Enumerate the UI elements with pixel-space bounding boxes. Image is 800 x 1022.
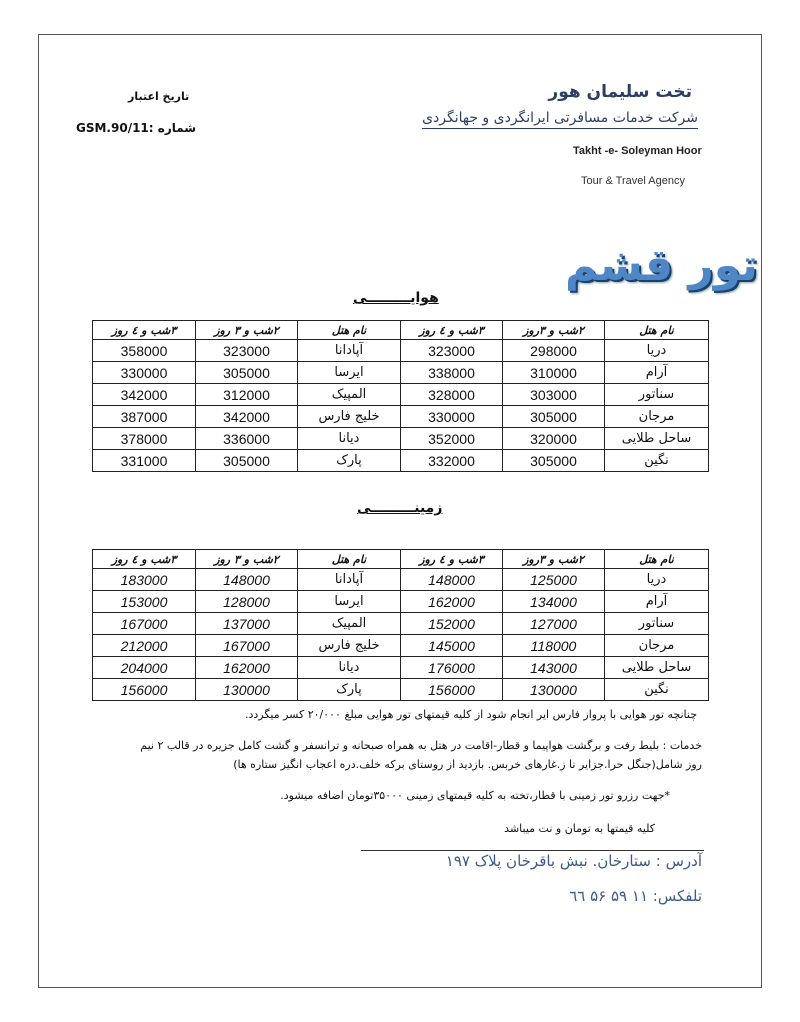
hotel-name: المپیک bbox=[298, 384, 401, 406]
hotel-name: المپیک bbox=[298, 613, 401, 635]
footer-divider bbox=[361, 850, 704, 851]
price-cell: 342000 bbox=[93, 384, 196, 406]
air-section-title: هوایـــــــــی bbox=[353, 290, 439, 306]
price-cell: 153000 bbox=[93, 591, 196, 613]
column-header: نام هتل bbox=[605, 321, 709, 340]
hotel-name: آپادانا bbox=[298, 340, 401, 362]
price-cell: 305000 bbox=[503, 406, 605, 428]
price-cell: 338000 bbox=[401, 362, 503, 384]
company-description-en: Tour & Travel Agency bbox=[581, 175, 685, 187]
price-cell: 298000 bbox=[503, 340, 605, 362]
price-cell: 331000 bbox=[93, 450, 196, 472]
company-name-en: Takht -e- Soleyman Hoor bbox=[573, 145, 702, 157]
price-cell: 176000 bbox=[401, 657, 503, 679]
column-header: ۲شب و ۳روز bbox=[503, 550, 605, 569]
hotel-name: خلیج فارس bbox=[298, 406, 401, 428]
table-row bbox=[93, 679, 709, 701]
column-header: ۲شب و ۳ روز bbox=[196, 321, 298, 340]
hotel-name: دیانا bbox=[298, 657, 401, 679]
land-section-title: زمینـــــــــی bbox=[357, 500, 443, 516]
table-header-row bbox=[93, 321, 709, 340]
services-note: خدمات : بلیط رفت و برگشت هواپیما و قطار-اقامت در هتل به همراه صبحانه و ترانسفر و گشت کامل جزیره در قالب ۲ نیم bbox=[140, 739, 702, 752]
column-header: نام هتل bbox=[298, 321, 401, 340]
price-cell: 312000 bbox=[196, 384, 298, 406]
column-header: ۲شب و ۳ روز bbox=[196, 550, 298, 569]
price-cell: 305000 bbox=[196, 362, 298, 384]
price-cell: 328000 bbox=[401, 384, 503, 406]
price-cell: 204000 bbox=[93, 657, 196, 679]
price-cell: 305000 bbox=[196, 450, 298, 472]
table-header-row bbox=[93, 550, 709, 569]
price-cell: 143000 bbox=[503, 657, 605, 679]
price-cell: 130000 bbox=[503, 679, 605, 701]
table-row bbox=[93, 384, 709, 406]
price-cell: 125000 bbox=[503, 569, 605, 591]
price-cell: 305000 bbox=[503, 450, 605, 472]
price-cell: 148000 bbox=[196, 569, 298, 591]
price-cell: 323000 bbox=[401, 340, 503, 362]
price-cell: 310000 bbox=[503, 362, 605, 384]
price-cell: 156000 bbox=[401, 679, 503, 701]
hotel-name: مرجان bbox=[605, 635, 709, 657]
hotel-name: سناتور bbox=[605, 613, 709, 635]
hotel-name: نگین bbox=[605, 450, 709, 472]
table-row bbox=[93, 362, 709, 384]
column-header: ۳شب و ٤ روز bbox=[401, 321, 503, 340]
validity-date-label: تاریخ اعتبار bbox=[128, 90, 190, 103]
price-cell: 342000 bbox=[196, 406, 298, 428]
price-cell: 137000 bbox=[196, 613, 298, 635]
price-cell: 128000 bbox=[196, 591, 298, 613]
price-cell: 320000 bbox=[503, 428, 605, 450]
price-cell: 323000 bbox=[196, 340, 298, 362]
table-row bbox=[93, 613, 709, 635]
train-surcharge-note: *جهت رزرو تور زمینی با قطار،تخته به کلیه قیمتهای زمینی ۳۵۰۰۰تومان اضافه میشود. bbox=[280, 789, 670, 802]
price-cell: 352000 bbox=[401, 428, 503, 450]
airline-discount-note: چنانچه تور هوایی با پرواز فارس ایر انجام شود از کلیه قیمتهای تور هوایی مبلغ ۲۰/۰۰۰ کسر میگردد. bbox=[244, 708, 697, 721]
tour-title: تور قشم bbox=[565, 240, 758, 291]
price-cell: 148000 bbox=[401, 569, 503, 591]
table-row bbox=[93, 635, 709, 657]
price-cell: 156000 bbox=[93, 679, 196, 701]
hotel-name: خلیج فارس bbox=[298, 635, 401, 657]
address: آدرس : ستارخان. نبش باقرخان پلاک ۱۹۷ bbox=[445, 852, 702, 870]
price-cell: 330000 bbox=[401, 406, 503, 428]
hotel-name: دیانا bbox=[298, 428, 401, 450]
column-header: ۲شب و ۳روز bbox=[503, 321, 605, 340]
column-header: نام هتل bbox=[605, 550, 709, 569]
column-header: ۳شب و ٤ روز bbox=[93, 321, 196, 340]
table-row bbox=[93, 591, 709, 613]
services-note-continued: روز شامل(جنگل حرا.جزایر نا ز.غارهای خربس. بازدید از روستای برکه خلف.دره اعجاب انگیز ستاره ها) bbox=[233, 758, 702, 771]
price-cell: 330000 bbox=[93, 362, 196, 384]
price-cell: 152000 bbox=[401, 613, 503, 635]
column-header: ۳شب و ٤ روز bbox=[93, 550, 196, 569]
hotel-name: ایرسا bbox=[298, 591, 401, 613]
table-row bbox=[93, 450, 709, 472]
company-description-fa: شرکت خدمات مسافرتی ایرانگردی و جهانگردی bbox=[422, 110, 698, 129]
hotel-name: آپادانا bbox=[298, 569, 401, 591]
phone-fax: تلفکس: ۱۱ ۵۹ ۵۶ ٦٦ bbox=[569, 887, 702, 905]
price-cell: 183000 bbox=[93, 569, 196, 591]
price-cell: 358000 bbox=[93, 340, 196, 362]
price-cell: 167000 bbox=[196, 635, 298, 657]
hotel-name: سناتور bbox=[605, 384, 709, 406]
column-header: نام هتل bbox=[298, 550, 401, 569]
price-cell: 127000 bbox=[503, 613, 605, 635]
price-cell: 336000 bbox=[196, 428, 298, 450]
hotel-name: ساحل طلایی bbox=[605, 428, 709, 450]
price-cell: 387000 bbox=[93, 406, 196, 428]
hotel-name: پارک bbox=[298, 450, 401, 472]
hotel-name: ساحل طلایی bbox=[605, 657, 709, 679]
hotel-name: دریا bbox=[605, 569, 709, 591]
currency-note: کلیه قیمتها به تومان و نت میباشد bbox=[504, 822, 655, 835]
price-cell: 134000 bbox=[503, 591, 605, 613]
table-row bbox=[93, 657, 709, 679]
air-price-table bbox=[92, 320, 709, 472]
price-cell: 167000 bbox=[93, 613, 196, 635]
hotel-name: آرام bbox=[605, 362, 709, 384]
table-row bbox=[93, 340, 709, 362]
document-number: GSM.90/11: شماره bbox=[76, 121, 197, 135]
table-row bbox=[93, 569, 709, 591]
land-price-table bbox=[92, 549, 709, 701]
table-row bbox=[93, 406, 709, 428]
hotel-name: پارک bbox=[298, 679, 401, 701]
price-cell: 303000 bbox=[503, 384, 605, 406]
column-header: ۳شب و ٤ روز bbox=[401, 550, 503, 569]
company-name-fa: تخت سلیمان هور bbox=[548, 82, 692, 102]
price-cell: 118000 bbox=[503, 635, 605, 657]
hotel-name: دریا bbox=[605, 340, 709, 362]
price-cell: 332000 bbox=[401, 450, 503, 472]
hotel-name: مرجان bbox=[605, 406, 709, 428]
price-cell: 145000 bbox=[401, 635, 503, 657]
price-cell: 378000 bbox=[93, 428, 196, 450]
price-cell: 162000 bbox=[401, 591, 503, 613]
table-row bbox=[93, 428, 709, 450]
price-cell: 162000 bbox=[196, 657, 298, 679]
hotel-name: نگین bbox=[605, 679, 709, 701]
price-cell: 130000 bbox=[196, 679, 298, 701]
hotel-name: ایرسا bbox=[298, 362, 401, 384]
price-cell: 212000 bbox=[93, 635, 196, 657]
hotel-name: آرام bbox=[605, 591, 709, 613]
